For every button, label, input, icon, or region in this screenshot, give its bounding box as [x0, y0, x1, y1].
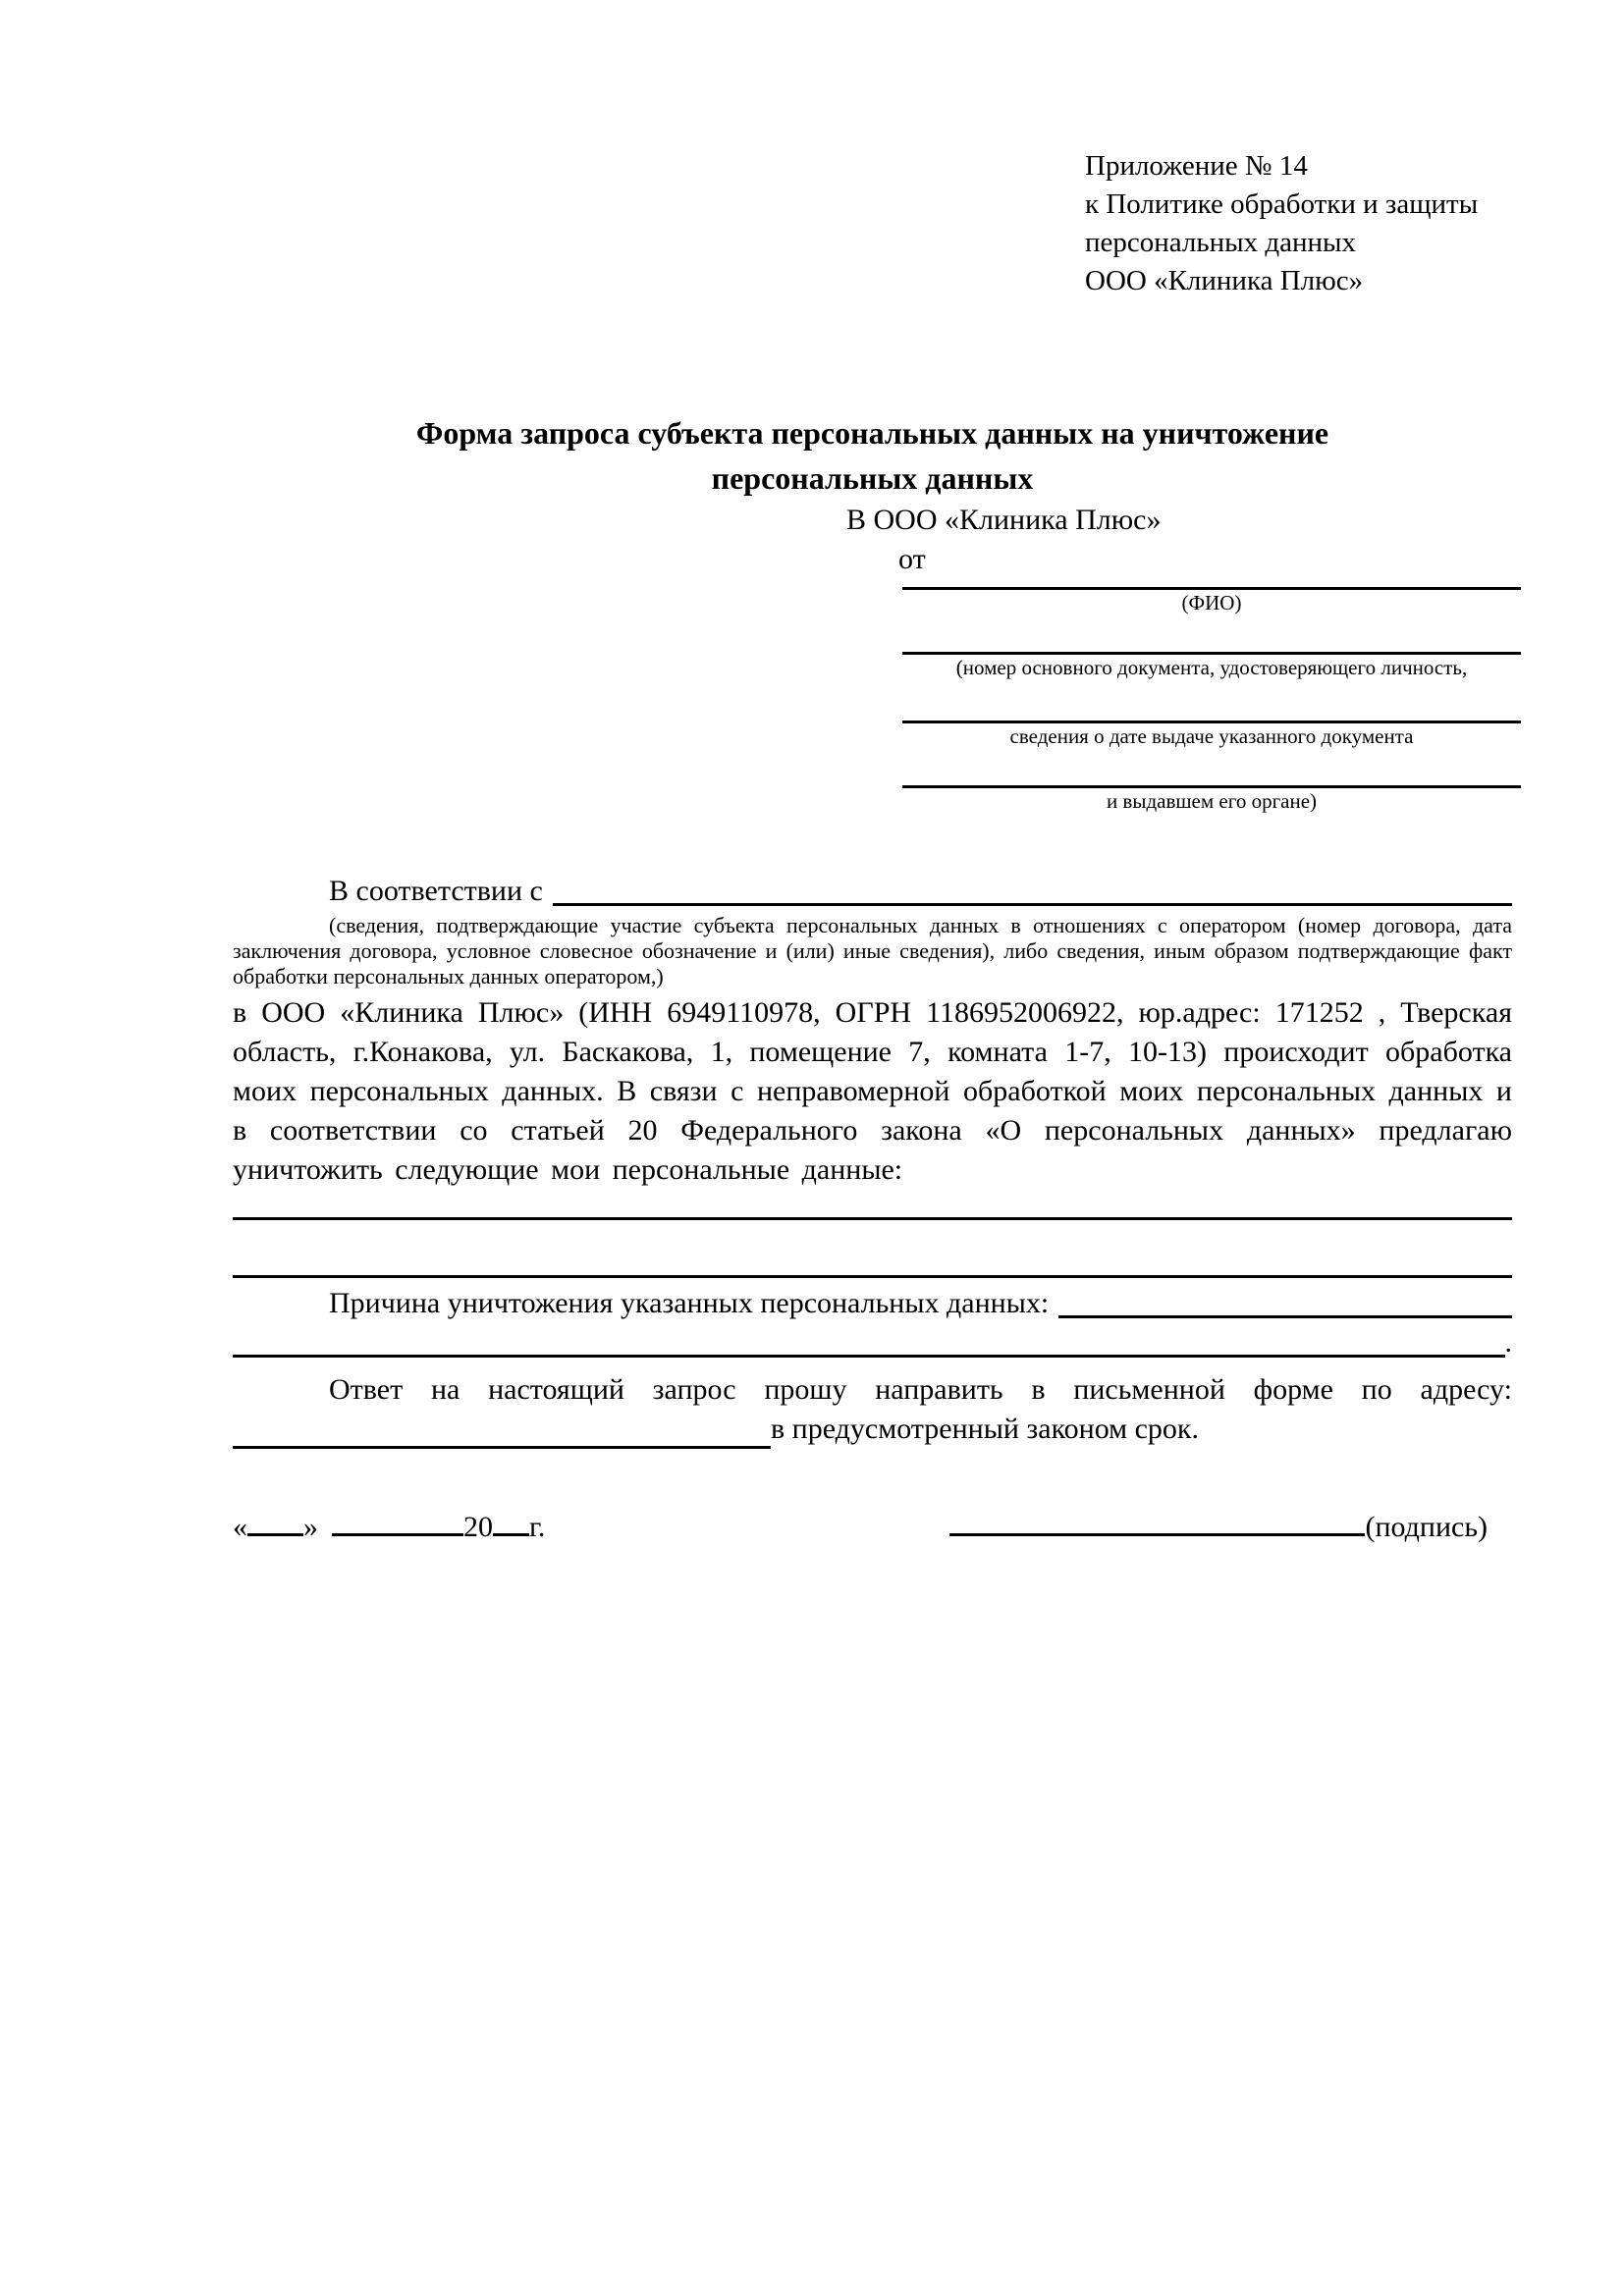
appendix-line: ООО «Клиника Плюс» [1085, 265, 1364, 296]
year-prefix: 20 [463, 1511, 493, 1543]
reason-continuation-row [233, 1323, 1512, 1362]
caption-issuing-authority: и выдавшем его органе) [1106, 789, 1318, 813]
blank-signature [949, 1500, 1365, 1536]
blank-line-accordance [553, 903, 1512, 906]
document-title-line1: Форма запроса субъекта персональных данных на уничтожение [415, 415, 1329, 451]
blank-line-reason-2 [233, 1355, 1505, 1358]
blank-year [493, 1500, 529, 1536]
accordance-row [233, 872, 1512, 911]
close-guillemet: » [303, 1511, 318, 1543]
period-mark: . [1504, 1326, 1512, 1359]
applicant-fields-block [902, 579, 1521, 815]
reason-label: Причина уничтожения указанных персональных данных: [329, 1287, 1050, 1319]
reason-row [233, 1284, 1512, 1323]
answer-paragraph-line1: Ответ на настоящий запрос прошу направить в письменной форме по адресу: [329, 1373, 1512, 1406]
blank-line-data-1 [233, 1190, 1512, 1220]
document-title-line2: персональных данных [711, 460, 1034, 496]
caption-fio: (ФИО) [1181, 591, 1242, 614]
date-signature-row [233, 1500, 1512, 1547]
blank-line-issuing-authority [902, 750, 1521, 788]
document-title [233, 410, 1512, 501]
blank-line-document-number [902, 616, 1521, 655]
caption-document-number: (номер основного документа, удостоверяющего личность, [955, 656, 1468, 679]
accordance-lead: В соответствии с [329, 875, 543, 907]
year-suffix: г. [529, 1511, 546, 1543]
open-guillemet: « [233, 1511, 247, 1543]
blank-line-address [233, 1413, 771, 1449]
date-field [233, 1500, 545, 1547]
signature-field [949, 1500, 1488, 1547]
blank-line-data-2 [233, 1220, 1512, 1278]
appendix-header [1085, 147, 1512, 300]
appendix-line: Приложение № 14 [1085, 150, 1308, 182]
appendix-line: к Политике обработки и защиты [1085, 188, 1479, 220]
answer-line2-text: в предусмотренный законом срок. [771, 1413, 1199, 1445]
blank-month [332, 1500, 463, 1536]
accordance-note: (сведения, подтверждающие участие субъекта персональных данных в отношениях с оператором (номер договора, дата заключения договора, условное словесное обозначение и (или) иные сведения), либо сведения, иным образом подтверждающие факт обработки персональных данных оператором,) [233, 913, 1512, 988]
blank-line-issue-date [902, 681, 1521, 723]
blank-day [247, 1500, 303, 1536]
answer-paragraph-line2 [233, 1410, 1512, 1449]
caption-issue-date: сведения о дате выдаче указанного документа [1009, 724, 1414, 748]
blank-line-fio [902, 579, 1521, 590]
from-label: от [898, 543, 926, 575]
body-paragraph: в ООО «Клиника Плюс» (ИНН 6949110978, ОГРН 1186952006922, юр.адрес: 171252 , Тверская область, г.Конакова, ул. Баскакова, 1, помещение 7, комната 1-7, 10-13) происходит обработка моих персональных данных. В связи с неправомерной обработкой моих персональных данных и в соответствии со статьей 20 Федерального закона «О персональных данных» предлагаю уничтожить следующие мои персональные данные: [233, 996, 1512, 1186]
appendix-line: персональных данных [1085, 227, 1357, 258]
signature-caption: (подпись) [1365, 1511, 1488, 1543]
addressee-line: В ООО «Клиника Плюс» [846, 504, 1162, 536]
blank-line-reason-1 [1058, 1315, 1512, 1318]
